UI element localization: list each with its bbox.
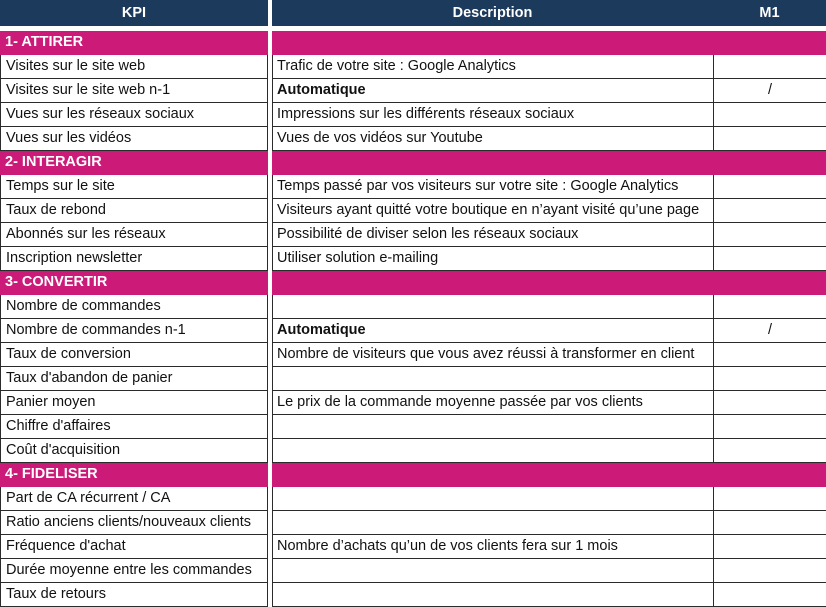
kpi-cell[interactable]: Ratio anciens clients/nouveaux clients	[0, 511, 268, 535]
section-title[interactable]: 3- CONVERTIR	[0, 271, 268, 295]
table-row	[0, 127, 826, 151]
m1-cell[interactable]	[713, 199, 826, 223]
description-cell[interactable]: Impressions sur les différents réseaux sociaux	[272, 103, 713, 127]
table-row	[0, 415, 826, 439]
table-row	[0, 439, 826, 463]
header-description[interactable]: Description	[272, 0, 713, 26]
m1-cell[interactable]	[713, 103, 826, 127]
description-cell[interactable]: Automatique	[272, 319, 713, 343]
description-cell[interactable]: Utiliser solution e-mailing	[272, 247, 713, 271]
kpi-cell[interactable]: Nombre de commandes	[0, 295, 268, 319]
description-cell[interactable]	[272, 487, 713, 511]
m1-cell[interactable]	[713, 391, 826, 415]
kpi-cell[interactable]: Visites sur le site web n-1	[0, 79, 268, 103]
m1-cell[interactable]	[713, 439, 826, 463]
description-cell[interactable]	[272, 31, 713, 55]
description-cell[interactable]	[272, 463, 713, 487]
description-cell[interactable]: Temps passé par vos visiteurs sur votre site : Google Analytics	[272, 175, 713, 199]
kpi-cell[interactable]: Nombre de commandes n-1	[0, 319, 268, 343]
kpi-cell[interactable]: Fréquence d'achat	[0, 535, 268, 559]
m1-cell[interactable]	[713, 151, 826, 175]
table-row	[0, 103, 826, 127]
kpi-cell[interactable]: Abonnés sur les réseaux	[0, 223, 268, 247]
kpi-cell[interactable]: Taux de rebond	[0, 199, 268, 223]
m1-cell[interactable]	[713, 247, 826, 271]
m1-cell[interactable]	[713, 175, 826, 199]
table-row	[0, 175, 826, 199]
table-row	[0, 319, 826, 343]
m1-cell[interactable]	[713, 487, 826, 511]
m1-cell[interactable]	[713, 55, 826, 79]
table-row	[0, 367, 826, 391]
description-cell[interactable]: Visiteurs ayant quitté votre boutique en n’ayant visité qu’une page	[272, 199, 713, 223]
description-cell[interactable]	[272, 583, 713, 607]
table-row	[0, 343, 826, 367]
table-row	[0, 223, 826, 247]
kpi-cell[interactable]: Inscription newsletter	[0, 247, 268, 271]
table-row	[0, 295, 826, 319]
section-row	[0, 31, 826, 55]
m1-cell[interactable]	[713, 271, 826, 295]
table-row	[0, 511, 826, 535]
description-cell[interactable]: Le prix de la commande moyenne passée par vos clients	[272, 391, 713, 415]
kpi-cell[interactable]: Taux de conversion	[0, 343, 268, 367]
table-row	[0, 559, 826, 583]
description-cell[interactable]: Nombre d’achats qu’un de vos clients fera sur 1 mois	[272, 535, 713, 559]
m1-cell[interactable]	[713, 559, 826, 583]
header-row	[0, 0, 826, 26]
kpi-cell[interactable]: Vues sur les vidéos	[0, 127, 268, 151]
m1-cell[interactable]	[713, 511, 826, 535]
m1-cell[interactable]	[713, 223, 826, 247]
m1-cell[interactable]	[713, 415, 826, 439]
m1-cell[interactable]	[713, 367, 826, 391]
table-row	[0, 487, 826, 511]
section-row	[0, 271, 826, 295]
description-cell[interactable]	[272, 439, 713, 463]
m1-cell[interactable]	[713, 343, 826, 367]
m1-cell[interactable]	[713, 583, 826, 607]
description-cell[interactable]: Vues de vos vidéos sur Youtube	[272, 127, 713, 151]
description-cell[interactable]	[272, 295, 713, 319]
kpi-cell[interactable]: Visites sur le site web	[0, 55, 268, 79]
description-cell[interactable]	[272, 367, 713, 391]
description-cell[interactable]: Nombre de visiteurs que vous avez réussi à transformer en client	[272, 343, 713, 367]
description-cell[interactable]	[272, 271, 713, 295]
m1-cell[interactable]	[713, 463, 826, 487]
section-title[interactable]: 1- ATTIRER	[0, 31, 268, 55]
kpi-cell[interactable]: Vues sur les réseaux sociaux	[0, 103, 268, 127]
m1-cell[interactable]	[713, 295, 826, 319]
section-title[interactable]: 4- FIDELISER	[0, 463, 268, 487]
kpi-cell[interactable]: Temps sur le site	[0, 175, 268, 199]
section-row	[0, 151, 826, 175]
kpi-cell[interactable]: Chiffre d'affaires	[0, 415, 268, 439]
kpi-cell[interactable]: Taux d'abandon de panier	[0, 367, 268, 391]
table-row	[0, 583, 826, 607]
description-cell[interactable]	[272, 559, 713, 583]
kpi-cell[interactable]: Panier moyen	[0, 391, 268, 415]
kpi-cell[interactable]: Durée moyenne entre les commandes	[0, 559, 268, 583]
m1-cell[interactable]: /	[713, 319, 826, 343]
kpi-cell[interactable]: Taux de retours	[0, 583, 268, 607]
section-row	[0, 463, 826, 487]
kpi-cell[interactable]: Part de CA récurrent / CA	[0, 487, 268, 511]
description-cell[interactable]: Automatique	[272, 79, 713, 103]
table-row	[0, 79, 826, 103]
description-cell[interactable]	[272, 415, 713, 439]
description-cell[interactable]	[272, 511, 713, 535]
m1-cell[interactable]	[713, 31, 826, 55]
table-row	[0, 199, 826, 223]
header-m1[interactable]: M1	[713, 0, 826, 26]
table-row	[0, 247, 826, 271]
description-cell[interactable]	[272, 151, 713, 175]
table-row	[0, 55, 826, 79]
m1-cell[interactable]	[713, 127, 826, 151]
description-cell[interactable]: Trafic de votre site : Google Analytics	[272, 55, 713, 79]
description-cell[interactable]: Possibilité de diviser selon les réseaux sociaux	[272, 223, 713, 247]
section-title[interactable]: 2- INTERAGIR	[0, 151, 268, 175]
m1-cell[interactable]	[713, 535, 826, 559]
table-row	[0, 535, 826, 559]
m1-cell[interactable]: /	[713, 79, 826, 103]
header-kpi[interactable]: KPI	[0, 0, 268, 26]
kpi-cell[interactable]: Coût d'acquisition	[0, 439, 268, 463]
table-row	[0, 391, 826, 415]
